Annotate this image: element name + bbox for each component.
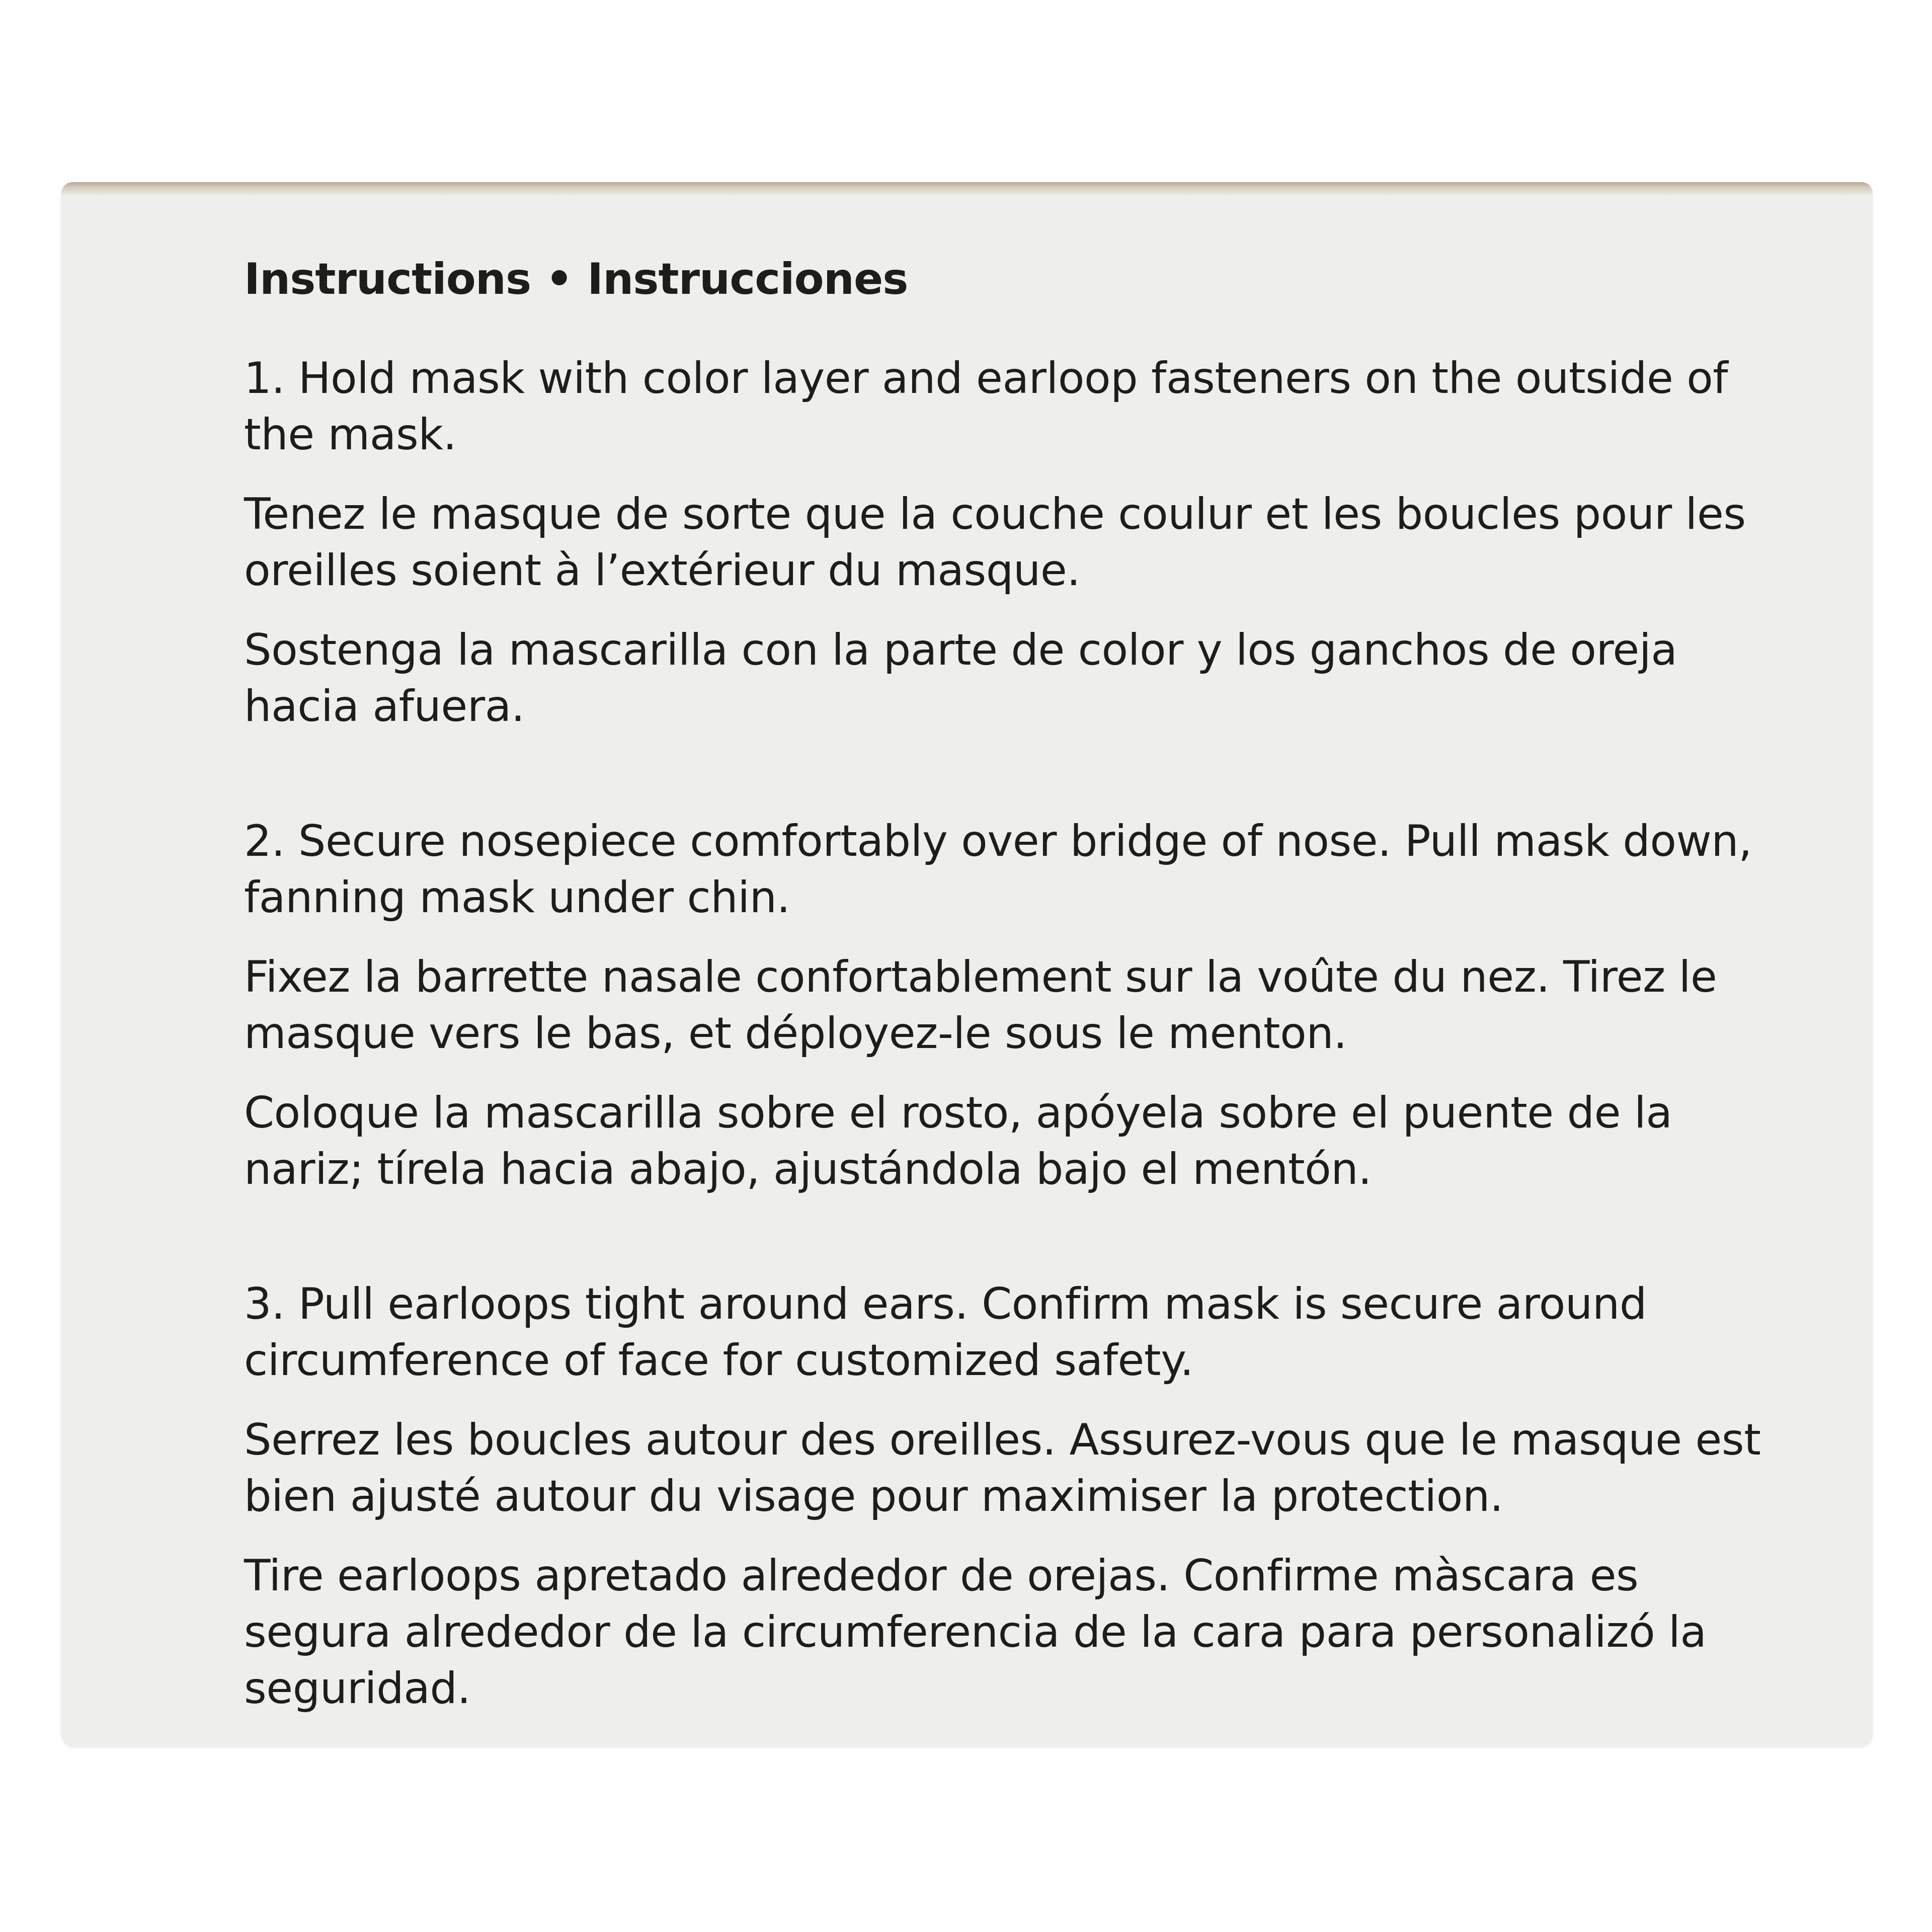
step-1-french: Tenez le masque de sorte que la couche coulur et les boucles pour les oreilles soient à l’extérieur du masque. xyxy=(244,489,1746,596)
step-3-spanish: Tire earloops apretado alrededor de orejas. Confirme màscara es segura alrededor de la circumferencia de la cara para personalizó la seguridad. xyxy=(244,1551,1707,1714)
instructions-panel xyxy=(244,252,1784,1740)
step-2-english: 2. Secure nosepiece comfortably over bridge of nose. Pull mask down, fanning mask under chin. xyxy=(244,816,1752,923)
step-divider xyxy=(244,1221,1784,1276)
step-divider xyxy=(244,758,1784,813)
step-1-spanish: Sostenga la mascarilla con la parte de color y los ganchos de oreja hacia afuera. xyxy=(244,625,1677,732)
step-2-french: Fixez la barrette nasale confortablement sur la voûte du nez. Tirez le masque vers le bas, et déployez-le sous le menton. xyxy=(244,952,1717,1059)
step-3-french: Serrez les boucles autour des oreilles. Assurez-vous que le masque est bien ajusté autour du visage pour maximiser la protection. xyxy=(244,1415,1761,1521)
step-2-spanish: Coloque la mascarilla sobre el rosto, apóyela sobre el puente de la nariz; tírela hacia abajo, ajustándola bajo el mentón. xyxy=(244,1088,1672,1194)
step-1-english: 1. Hold mask with color layer and earloop fasteners on the outside of the mask. xyxy=(244,353,1728,460)
package-top-edge xyxy=(61,182,1873,195)
instructions-heading: Instructions • Instrucciones xyxy=(244,254,908,304)
step-3-english: 3. Pull earloops tight around ears. Confirm mask is secure around circumference of face for customized safety. xyxy=(244,1279,1647,1386)
